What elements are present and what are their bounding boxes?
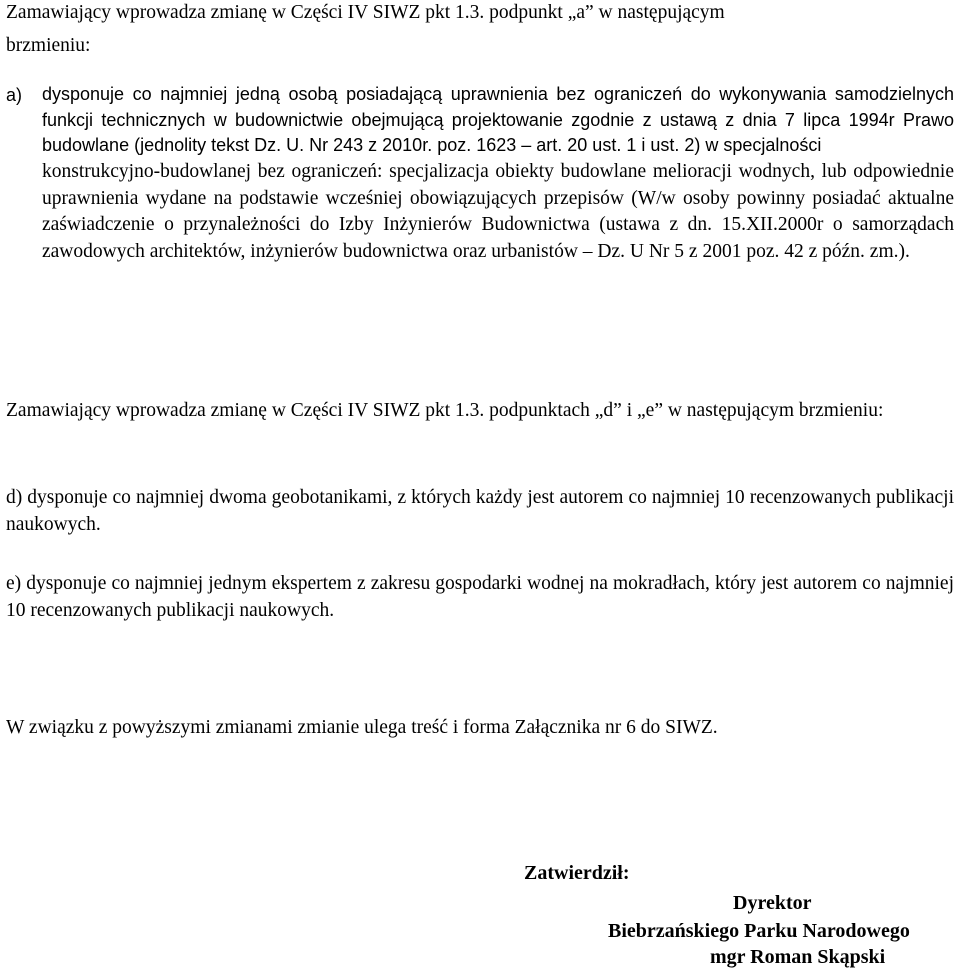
top-line-2: brzmieniu: (6, 35, 91, 56)
signatory-title: Dyrektor (733, 892, 812, 914)
top-line-1: Zamawiający wprowadza zmianę w Części IV SIWZ pkt 1.3. podpunkt „a” w następującym (6, 2, 725, 23)
signatory-institution: Biebrzańskiego Parku Narodowego (608, 920, 910, 942)
item-d: d) dysponuje co najmniej dwoma geobotanikami, z których każdy jest autorem co najmniej 10 recenzowanych publikacji naukowych. (6, 487, 954, 535)
signatory-name: mgr Roman Skąpski (710, 946, 886, 968)
item-a (6, 82, 954, 265)
conclusion: W związku z powyższymi zmianami zmianie ulega treść i forma Załącznika nr 6 do SIWZ. (6, 717, 718, 738)
change-paragraph-2: Zamawiający wprowadza zmianę w Części IV SIWZ pkt 1.3. podpunktach „d” i „e” w następującym brzmieniu: (6, 400, 884, 421)
item-a-marker: a) (6, 85, 23, 105)
item-a-text-serif: konstrukcyjno-budowlanej bez ograniczeń: specjalizacja obiekty budowlane melioracji wodnych, lub odpowiednie uprawnienia wydane na podstawie wcześniej obowiązujących przepisów (W/w osoby powinny posiadać aktualne zaświadczenie o przynależności do Izby Inżynierów Budownictwa (ustawa z dn. 15.XII.2000r o samorządach zawodowych architektów, inżynierów budownictwa oraz urbanistów – Dz. U Nr 5 z 2001 poz. 42 z późn. zm.). (42, 161, 954, 262)
item-e: e) dysponuje co najmniej jednym ekspertem z zakresu gospodarki wodnej na mokradłach, który jest autorem co najmniej 10 recenzowanych publikacji naukowych. (6, 573, 954, 621)
item-a-text-sans: dysponuje co najmniej jedną osobą posiadającą uprawnienia bez ograniczeń do wykonywania samodzielnych funkcji technicznych w budownictwie obejmującą projektowanie zgodnie z ustawą z dnia 7 lipca 1994r Prawo budowlane (jednolity tekst Dz. U. Nr 243 z 2010r. poz. 1623 – art. 20 ust. 1 i ust. 2) w specjalności (42, 84, 954, 156)
approved-label: Zatwierdził: (524, 862, 630, 884)
